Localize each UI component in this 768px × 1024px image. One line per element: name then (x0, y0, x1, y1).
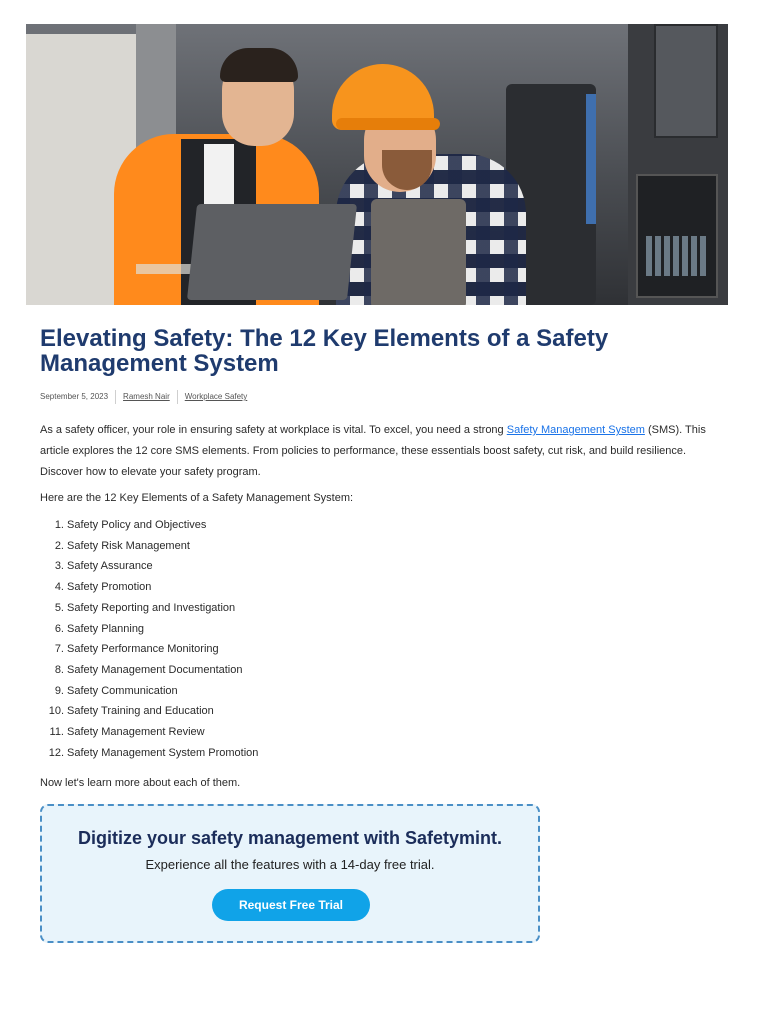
list-intro: Here are the 12 Key Elements of a Safety Management System: (40, 492, 354, 504)
intro-paragraph (40, 420, 730, 483)
list-item (40, 639, 258, 660)
publish-date: September 5, 2023 (40, 392, 109, 401)
list-number: 6. (54, 622, 64, 635)
list-label: Safety Management Review (67, 726, 205, 739)
article-title: Elevating Safety: The 12 Key Elements of a Safety Management System (40, 325, 609, 377)
list-item (40, 577, 258, 598)
list-number: 8. (54, 663, 64, 676)
elements-list (40, 515, 258, 763)
category-link[interactable]: Workplace Safety (184, 392, 248, 401)
list-number: 10. (48, 705, 64, 718)
list-number: 1. (54, 519, 64, 531)
list-number: 2. (54, 539, 64, 552)
list-number: 12. (48, 746, 64, 759)
banner-title: Digitize your safety management with Safetymint. (77, 828, 503, 848)
list-item (40, 722, 258, 743)
list-item (40, 556, 258, 577)
list-label: Safety Assurance (67, 560, 153, 573)
list-item (40, 681, 258, 702)
free-trial-banner (40, 804, 540, 943)
list-label: Safety Reporting and Investigation (67, 601, 236, 614)
list-item (40, 515, 258, 536)
list-label: Safety Policy and Objectives (67, 519, 207, 531)
hero-image (26, 24, 728, 305)
list-item (40, 660, 258, 681)
list-item (40, 619, 258, 640)
list-number: 11. (49, 726, 64, 739)
list-label: Safety Promotion (67, 581, 152, 594)
list-number: 7. (54, 643, 64, 656)
list-item (40, 536, 258, 557)
author-link[interactable]: Ramesh Nair (123, 392, 170, 401)
list-label: Safety Management System Promotion (67, 746, 259, 759)
intro-text-continued: (SMS). This article explores the 12 core SMS elements. From policies to performance, these essentials boost safety, cut risk, and build resilience. Discover how to elevate your safety program. (40, 424, 706, 478)
sms-link[interactable]: Safety Management System (506, 424, 645, 436)
intro-text: As a safety officer, your role in ensuring safety at workplace is vital. To excel, you need a strong (40, 424, 507, 436)
list-label: Safety Training and Education (67, 705, 214, 718)
list-label: Safety Performance Monitoring (67, 643, 219, 656)
list-number: 4. (54, 581, 64, 594)
laptop (187, 204, 357, 300)
list-item (40, 701, 258, 722)
list-item (40, 598, 258, 619)
list-label: Safety Planning (67, 622, 145, 635)
meta-divider (115, 390, 116, 404)
list-label: Safety Communication (67, 684, 178, 697)
article-meta (40, 389, 247, 404)
list-number: 9. (54, 684, 64, 697)
outro-paragraph: Now let's learn more about each of them. (40, 777, 241, 789)
list-item (40, 743, 258, 764)
list-number: 3. (54, 560, 64, 573)
list-label: Safety Management Documentation (67, 663, 243, 676)
request-free-trial-button[interactable]: Request Free Trial (212, 889, 370, 921)
banner-subtitle: Experience all the features with a 14-day free trial. (145, 857, 435, 872)
list-number: 5. (54, 601, 64, 614)
meta-divider (177, 390, 178, 404)
list-label: Safety Risk Management (67, 539, 190, 552)
